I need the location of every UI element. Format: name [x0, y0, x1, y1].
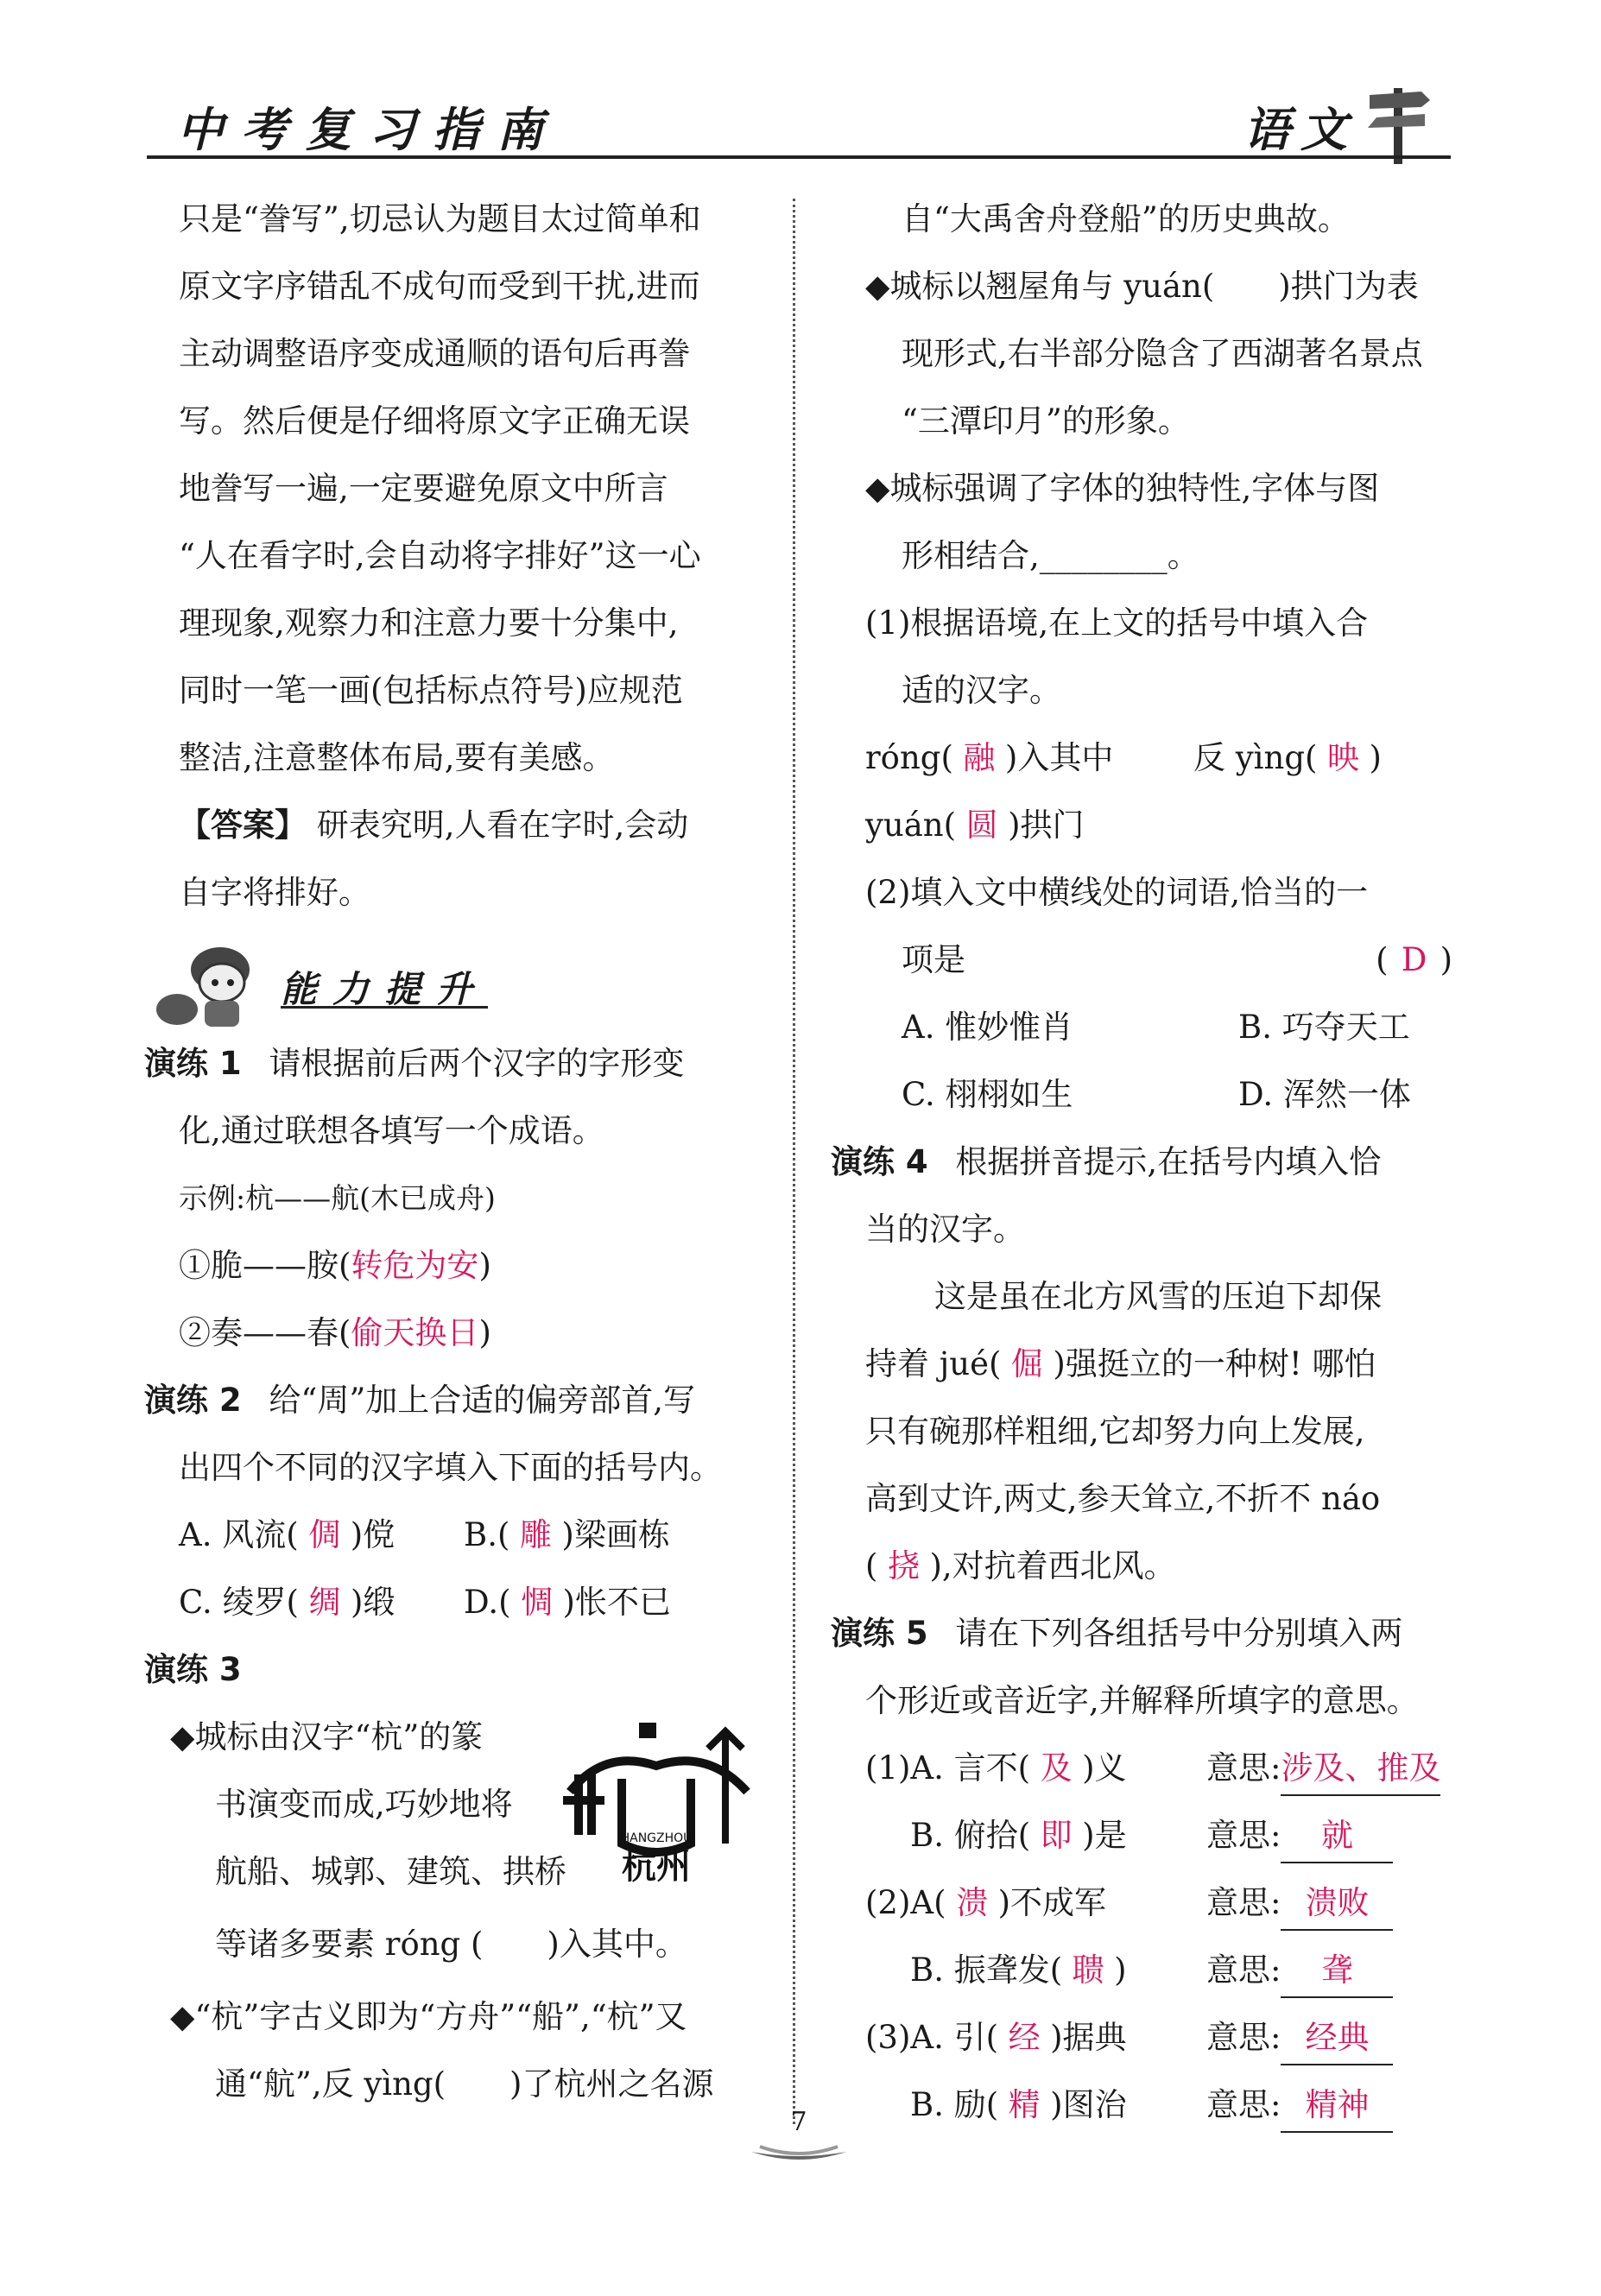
text-line: 自“大禹舍舟登船”的历史典故。 — [902, 200, 1350, 237]
exercise-2-row-1 — [179, 1502, 766, 1569]
opt-suffix: )缎 — [350, 1584, 396, 1621]
meaning-answer: 涉及、推及 — [1281, 1743, 1440, 1796]
para-line: 写。然后便是仔细将原文字正确无误 — [179, 402, 690, 440]
row-suffix: )据典 — [1050, 2019, 1127, 2056]
row-answer: 精 — [1008, 2086, 1041, 2123]
exercise-1-q2 — [179, 1300, 766, 1367]
meaning-label: 意思: — [1206, 2086, 1281, 2123]
passage-suffix: )强挺立的一种树! 哪怕 — [1053, 1345, 1376, 1382]
meaning — [1206, 2071, 1393, 2139]
q-prefix: róng( — [865, 739, 953, 776]
q1-answers-row — [865, 724, 1452, 792]
option: A. 惟妙惟肖 — [902, 1009, 1073, 1046]
q2-options-row — [865, 1061, 1452, 1129]
option: C. 栩栩如生 — [902, 1076, 1073, 1113]
bracket-close: ) — [1440, 941, 1452, 978]
meaning-label: 意思: — [1206, 1884, 1281, 1921]
row-prefix: B. 俯拾( — [910, 1817, 1031, 1854]
answer-text: 研表究明,人看在字时,会动 — [316, 806, 689, 844]
exercise-1-text: 请根据前后两个汉字的字形变 — [269, 1045, 685, 1082]
mascot-icon — [153, 935, 274, 1030]
exercise-1-example: 示例:杭——航(木已成舟) — [179, 1181, 496, 1215]
passage-line: 这是虽在北方风雪的压迫下却保 — [934, 1278, 1382, 1315]
exercise-2-label: 演练 2 — [144, 1382, 242, 1419]
exercise-2-header — [144, 1367, 766, 1434]
exercise-2-text: 给“周”加上合适的偏旁部首,写 — [269, 1382, 695, 1419]
q-prefix: yuán( — [865, 806, 957, 844]
q-prefix: ①脆——胺( — [179, 1247, 351, 1284]
q2-options-row — [865, 994, 1452, 1061]
bullet-line: 航船、城郭、建筑、拱桥 — [215, 1853, 566, 1890]
exercise-5-label: 演练 5 — [831, 1615, 928, 1652]
exercise-3-header — [144, 1636, 766, 1704]
bullet-line: ◆城标以翘屋角与 yuán( )拱门为表 — [865, 268, 1419, 305]
bullet-line: ◆“杭”字古义即为“方舟”“船”,“杭”又 — [170, 1998, 687, 2035]
logo-chinese-text: 杭州 — [622, 1847, 691, 1887]
question-line: (1)根据语境,在上文的括号中填入合 — [865, 604, 1369, 642]
q-suffix: )拱门 — [1008, 806, 1085, 844]
exercise-5-text: 请在下列各组括号中分别填入两 — [955, 1615, 1403, 1652]
meaning-label: 意思: — [1206, 2019, 1281, 2056]
row-suffix: )是 — [1082, 1817, 1127, 1854]
exercise-5-text-2: 个形近或音近字,并解释所填字的意思。 — [865, 1682, 1419, 1719]
answer-label: 【答案】 — [179, 806, 307, 844]
page-number — [743, 2107, 855, 2167]
para-line: 理现象,观察力和注意力要十分集中, — [179, 604, 679, 642]
bullet-line: 通“航”,反 yìng( )了杭州之名源 — [215, 2065, 714, 2103]
exercise-5-row — [865, 2071, 1452, 2139]
passage-line: 只有碗那样粗细,它却努力向上发展, — [865, 1413, 1365, 1450]
q-suffix: ) — [478, 1314, 491, 1351]
section-rule — [281, 1006, 488, 1009]
header-title: 中考复习指南 — [177, 102, 560, 157]
exercise-4-label: 演练 4 — [831, 1143, 928, 1180]
para-line: 同时一笔一画(包括标点符号)应规范 — [179, 672, 683, 709]
bracket-open: ( — [1376, 941, 1389, 978]
meaning-answer: 经典 — [1281, 2012, 1393, 2065]
exercise-1-text-2: 化,通过联想各填写一个成语。 — [179, 1112, 604, 1149]
answer-line-2: 自字将排好。 — [179, 874, 370, 911]
bullet-line: 等诸多要素 róng ( )入其中。 — [215, 1926, 687, 1963]
meaning-answer: 精神 — [1281, 2079, 1393, 2133]
question-text: 项是 — [902, 941, 965, 978]
exercise-2-row-2 — [179, 1569, 766, 1636]
header-rule — [147, 155, 1451, 159]
bullet-line: 形相结合,________。 — [902, 537, 1199, 574]
opt-answer: 惆 — [521, 1584, 554, 1621]
exercise-5-header — [831, 1600, 1452, 1667]
header-subject: 语文 — [1243, 102, 1357, 157]
exercise-3-label: 演练 3 — [144, 1651, 242, 1688]
exercise-1-label: 演练 1 — [144, 1045, 242, 1082]
para-line: 整洁,注意整体布局,要有美感。 — [179, 739, 615, 776]
passage-answer: 倔 — [1010, 1345, 1043, 1382]
section-title: 能力提升 — [281, 968, 489, 1010]
q-suffix: )入其中 — [1004, 739, 1114, 776]
opt-answer: 倜 — [308, 1516, 341, 1553]
q-prefix: 反 yìng( — [1193, 739, 1318, 776]
exercise-1-header — [144, 1030, 766, 1097]
column-divider — [793, 199, 795, 2124]
row-suffix: )图治 — [1050, 2086, 1127, 2123]
bullet-line: “三潭印月”的形象。 — [902, 402, 1190, 440]
option: B. 巧夺天工 — [1238, 1009, 1410, 1046]
question-line: 适的汉字。 — [902, 672, 1061, 709]
exercise-1-q1 — [179, 1232, 766, 1300]
exercise-5-rows — [865, 1735, 1452, 2139]
passage-line — [865, 1331, 1452, 1398]
row-prefix: (2)A( — [865, 1884, 946, 1921]
row-prefix: (1)A. 言不( — [865, 1749, 1031, 1787]
q-suffix: ) — [1369, 739, 1382, 776]
passage-line: 高到丈许,两丈,参天耸立,不折不 náo — [865, 1480, 1381, 1517]
answer-line — [179, 792, 766, 859]
exercise-5-row — [865, 1735, 1452, 1802]
row-answer: 及 — [1040, 1749, 1073, 1787]
row-answer: 即 — [1040, 1817, 1073, 1854]
opt-suffix: )怅不已 — [562, 1584, 671, 1621]
opt-suffix: )傥 — [350, 1516, 396, 1553]
para-line: 主动调整语序变成通顺的语句后再誊 — [179, 335, 690, 372]
opt-prefix: C. 绫罗( — [179, 1584, 299, 1621]
row-prefix: B. 振聋发( — [910, 1951, 1063, 1989]
para-line: “人在看字时,会自动将字排好”这一心 — [179, 537, 701, 574]
row-prefix: B. 励( — [910, 2086, 999, 2123]
meaning — [1206, 1735, 1440, 1802]
opt-prefix: B.( — [464, 1516, 510, 1553]
meaning — [1206, 2004, 1393, 2071]
meaning-answer: 聋 — [1281, 1945, 1393, 1998]
opt-prefix: D.( — [464, 1584, 511, 1621]
exercise-4-header — [831, 1129, 1452, 1196]
meaning-label: 意思: — [1206, 1951, 1281, 1989]
q2-answer-bracket — [1376, 927, 1452, 994]
meaning-label: 意思: — [1206, 1817, 1281, 1854]
logo-english-text: HANGZHOU — [620, 1831, 693, 1845]
passage-line — [865, 1533, 1452, 1600]
opt-answer: 雕 — [519, 1516, 552, 1553]
exercise-5-row — [865, 1802, 1452, 1869]
hangzhou-city-logo — [553, 1714, 760, 1887]
q2-answer: D — [1401, 941, 1427, 978]
passage-suffix: ),对抗着西北风。 — [929, 1547, 1176, 1584]
exercise-2-text-2: 出四个不同的汉字填入下面的括号内。 — [179, 1449, 722, 1486]
meaning — [1206, 1937, 1393, 2004]
exercise-5-row — [865, 1937, 1452, 2004]
q-answer: 圆 — [965, 806, 998, 844]
meaning-answer: 就 — [1281, 1810, 1393, 1863]
row-suffix: )义 — [1082, 1749, 1127, 1787]
bullet-line: ◆城标由汉字“杭”的篆 — [170, 1718, 484, 1755]
exercise-4-text: 根据拼音提示,在括号内填入恰 — [955, 1143, 1382, 1180]
bullet-line: ◆城标强调了字体的独特性,字体与图 — [865, 470, 1380, 507]
meaning — [1206, 1802, 1393, 1869]
passage-prefix: ( — [865, 1547, 878, 1584]
row-suffix: ) — [1114, 1951, 1127, 1989]
meaning-label: 意思: — [1206, 1749, 1281, 1787]
meaning — [1206, 1869, 1393, 1937]
q-answer: 转危为安 — [351, 1247, 479, 1284]
para-line: 地誊写一遍,一定要避免原文中所言 — [179, 470, 668, 507]
opt-answer: 绸 — [308, 1584, 341, 1621]
passage-answer: 挠 — [887, 1547, 920, 1584]
q-suffix: ) — [478, 1247, 491, 1284]
bullet-line: 书演变而成,巧妙地将 — [215, 1786, 513, 1823]
q-answer: 融 — [963, 739, 996, 776]
question-line-2 — [865, 927, 1452, 994]
q-answer: 映 — [1326, 739, 1359, 776]
meaning-answer: 溃败 — [1281, 1877, 1393, 1931]
q1-answers-row-2 — [865, 792, 1452, 859]
option: D. 浑然一体 — [1238, 1076, 1411, 1113]
exercise-4-text-2: 当的汉字。 — [865, 1211, 1025, 1248]
exercise-5-row — [865, 1869, 1452, 1937]
exercise-5-row — [865, 2004, 1452, 2071]
q-prefix: ②奏——春( — [179, 1314, 351, 1351]
row-answer: 聩 — [1072, 1951, 1104, 1989]
opt-suffix: )梁画栋 — [561, 1516, 670, 1553]
question-line: (2)填入文中横线处的词语,恰当的一 — [865, 874, 1369, 911]
page-number-text: 7 — [790, 2107, 807, 2137]
bullet-line: 现形式,右半部分隐含了西湖著名景点 — [902, 335, 1423, 372]
row-suffix: )不成军 — [997, 1884, 1107, 1921]
row-answer: 溃 — [956, 1884, 989, 1921]
para-line: 原文字序错乱不成句而受到干扰,进而 — [179, 268, 700, 305]
row-answer: 经 — [1008, 2019, 1041, 2056]
para-line: 只是“誊写”,切忌认为题目太过简单和 — [179, 200, 701, 237]
section-header — [179, 935, 766, 1030]
right-column — [831, 186, 1452, 2139]
opt-prefix: A. 风流( — [179, 1516, 299, 1553]
passage-prefix: 持着 jué( — [865, 1345, 1002, 1382]
row-prefix: (3)A. 引( — [865, 2019, 999, 2056]
q-answer: 偷天换日 — [351, 1314, 479, 1351]
signpost-icon — [1364, 79, 1433, 166]
